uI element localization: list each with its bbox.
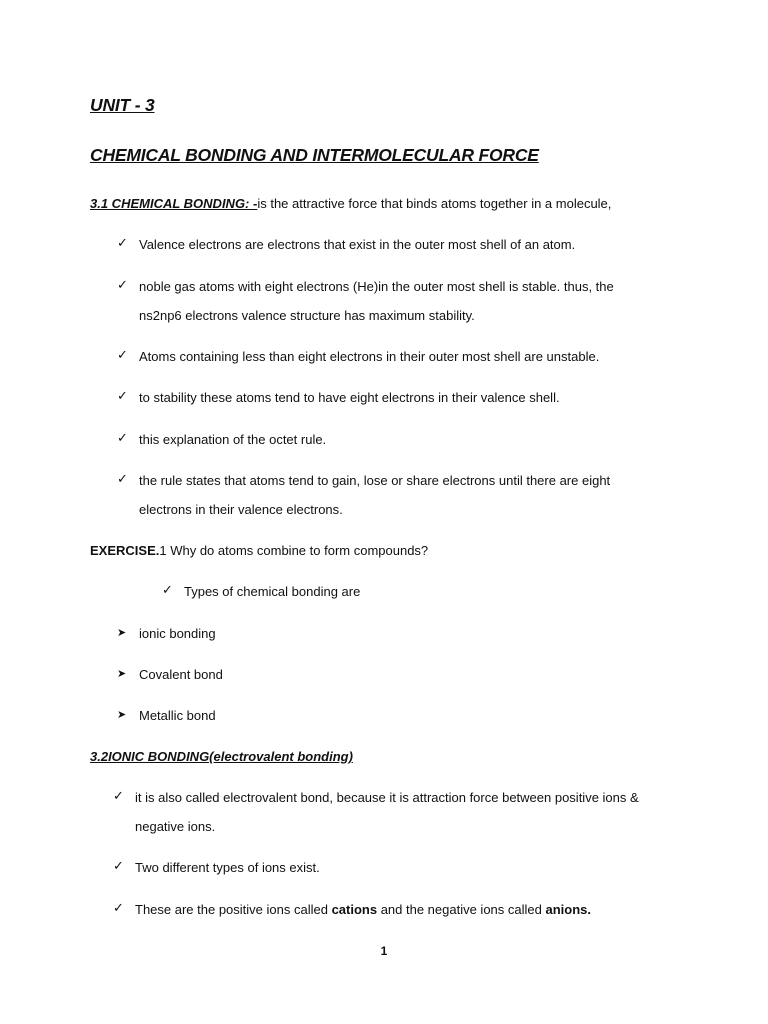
checkmark-icon: ✓ bbox=[117, 278, 128, 293]
bond-type-item: ionic bonding bbox=[139, 626, 216, 641]
bullet-text-continued: ns2np6 electrons valence structure has maximum stability. bbox=[139, 308, 475, 323]
bullet-text: noble gas atoms with eight electrons (He)in the outer most shell is stable. thus, the bbox=[139, 279, 614, 294]
bullet-text-continued: electrons in their valence electrons. bbox=[139, 502, 343, 517]
bullet-text-part: These are the positive ions called bbox=[135, 902, 332, 917]
section-3-1-paragraph bbox=[90, 196, 611, 212]
arrowhead-bullet-icon: ➤ bbox=[117, 626, 127, 639]
bullet-text bbox=[135, 902, 591, 918]
checkmark-icon: ✓ bbox=[117, 389, 128, 404]
checkmark-icon: ✓ bbox=[113, 901, 124, 916]
types-heading: Types of chemical bonding are bbox=[184, 584, 361, 599]
unit-title: UNIT - 3 bbox=[90, 95, 155, 115]
checkmark-icon: ✓ bbox=[162, 583, 173, 598]
bullet-text: the rule states that atoms tend to gain, lose or share electrons until there are eight bbox=[139, 473, 611, 488]
bullet-text-continued: negative ions. bbox=[135, 819, 216, 834]
checkmark-icon: ✓ bbox=[113, 859, 124, 874]
checkmark-icon: ✓ bbox=[113, 789, 124, 804]
checkmark-icon: ✓ bbox=[117, 472, 128, 487]
arrowhead-bullet-icon: ➤ bbox=[117, 708, 127, 721]
exercise-question bbox=[90, 543, 428, 559]
bond-type-item: Metallic bond bbox=[139, 708, 216, 723]
chapter-title: CHEMICAL BONDING AND INTERMOLECULAR FORCE bbox=[90, 145, 539, 165]
bullet-text: Valence electrons are electrons that exist in the outer most shell of an atom. bbox=[139, 237, 576, 252]
bullet-text: to stability these atoms tend to have eight electrons in their valence shell. bbox=[139, 390, 560, 405]
page-number: 1 bbox=[380, 944, 388, 958]
checkmark-icon: ✓ bbox=[117, 236, 128, 251]
section-3-1-label: 3.1 CHEMICAL BONDING: - bbox=[90, 196, 258, 211]
bullet-text: Atoms containing less than eight electrons in their outer most shell are unstable. bbox=[139, 349, 600, 364]
term-anions: anions. bbox=[545, 902, 591, 917]
checkmark-icon: ✓ bbox=[117, 348, 128, 363]
exercise-text: 1 Why do atoms combine to form compounds? bbox=[159, 543, 429, 558]
arrowhead-bullet-icon: ➤ bbox=[117, 667, 127, 680]
bullet-text: Two different types of ions exist. bbox=[135, 860, 320, 875]
section-3-2-heading: 3.2IONIC BONDING(electrovalent bonding) bbox=[90, 749, 353, 764]
bullet-text: it is also called electrovalent bond, because it is attraction force between positive ions & bbox=[135, 790, 639, 805]
term-cations: cations bbox=[331, 902, 378, 917]
bullet-text: this explanation of the octet rule. bbox=[139, 432, 327, 447]
exercise-label: EXERCISE. bbox=[90, 543, 160, 558]
checkmark-icon: ✓ bbox=[117, 431, 128, 446]
section-3-1-text: is the attractive force that binds atoms together in a molecule, bbox=[257, 196, 612, 211]
bond-type-item: Covalent bond bbox=[139, 667, 223, 682]
bullet-text-part: and the negative ions called bbox=[377, 902, 546, 917]
